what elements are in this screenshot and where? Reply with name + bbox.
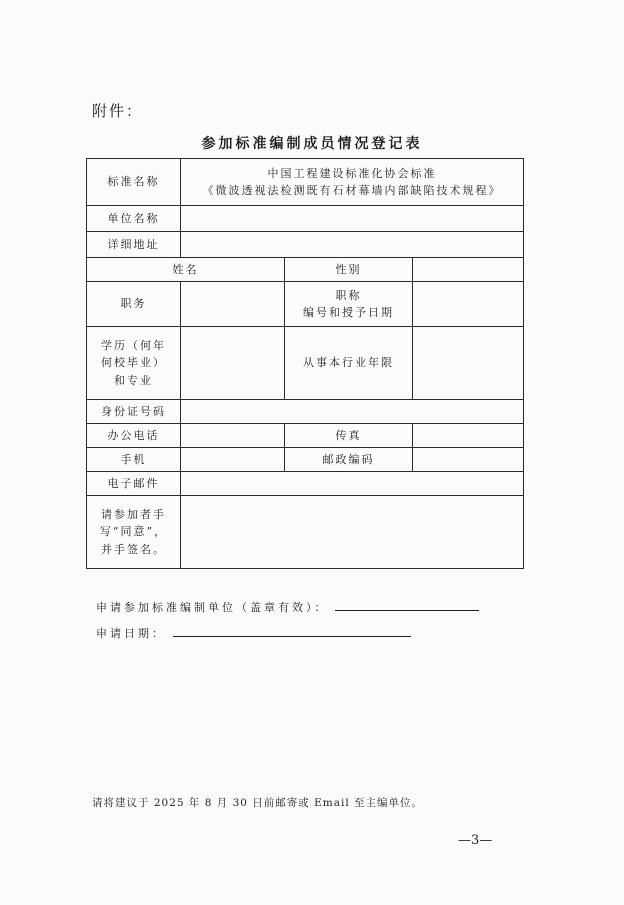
years-field[interactable] xyxy=(413,327,524,400)
address-field[interactable] xyxy=(181,232,524,258)
row-consent xyxy=(87,496,524,569)
education-label xyxy=(87,327,181,400)
address-label: 详细地址 xyxy=(87,232,181,258)
postcode-label: 邮政编码 xyxy=(285,448,413,472)
office-phone-field[interactable] xyxy=(181,424,285,448)
id-label: 身份证号码 xyxy=(87,400,181,424)
title-label-line1: 职称 xyxy=(335,288,362,302)
consent-line1: 请参加者手 xyxy=(101,508,166,522)
row-standard-name xyxy=(87,159,524,206)
standard-name-value xyxy=(181,159,524,206)
page-number: —3— xyxy=(458,833,493,848)
registration-form-table xyxy=(86,158,524,569)
standard-name-label: 标准名称 xyxy=(87,159,181,206)
postcode-field[interactable] xyxy=(413,448,524,472)
row-office-fax xyxy=(87,424,524,448)
form-title: 参加标准编制成员情况登记表 xyxy=(201,136,423,152)
unit-name-label: 单位名称 xyxy=(87,206,181,232)
row-name-gender xyxy=(87,258,524,282)
apply-date-line xyxy=(96,624,411,641)
row-id xyxy=(87,400,524,424)
title-label-line2: 编号和授予日期 xyxy=(303,306,394,319)
gender-label: 性别 xyxy=(285,258,413,282)
gender-field[interactable] xyxy=(413,258,524,282)
row-education-years xyxy=(87,327,524,400)
consent-label xyxy=(87,496,181,569)
years-label: 从事本行业年限 xyxy=(285,327,413,400)
row-mobile-postcode xyxy=(87,448,524,472)
standard-name-line2: 《微波透视法检测既有石材幕墙内部缺陷技术规程》 xyxy=(202,184,502,197)
attachment-label: 附件： xyxy=(92,102,144,120)
email-field[interactable] xyxy=(181,472,524,496)
applicant-unit-line xyxy=(96,598,479,615)
apply-date-field[interactable] xyxy=(173,624,411,637)
row-address xyxy=(87,232,524,258)
title-label xyxy=(285,282,413,327)
id-field[interactable] xyxy=(181,400,524,424)
mobile-label: 手机 xyxy=(87,448,181,472)
education-line3: 和专业 xyxy=(114,373,153,387)
applicant-unit-field[interactable] xyxy=(335,598,479,611)
name-label: 姓名 xyxy=(87,258,285,282)
education-field[interactable] xyxy=(181,327,285,400)
title-field[interactable] xyxy=(413,282,524,327)
unit-name-field[interactable] xyxy=(181,206,524,232)
mobile-field[interactable] xyxy=(181,448,285,472)
position-field[interactable] xyxy=(181,282,285,327)
footer-note: 请将建议于 2025 年 8 月 30 日前邮寄或 Email 至主编单位。 xyxy=(92,797,424,809)
consent-signature-field[interactable] xyxy=(181,496,524,569)
position-label: 职务 xyxy=(87,282,181,327)
email-label: 电子邮件 xyxy=(87,472,181,496)
education-line2: 何校毕业） xyxy=(101,356,166,370)
consent-line3: 并手签名。 xyxy=(101,542,166,556)
education-line1: 学历（何年 xyxy=(101,339,166,353)
standard-name-line1: 中国工程建设标准化协会标准 xyxy=(267,166,437,180)
fax-field[interactable] xyxy=(413,424,524,448)
office-phone-label: 办公电话 xyxy=(87,424,181,448)
row-email xyxy=(87,472,524,496)
applicant-unit-label: 申请参加标准编制单位（盖章有效）： xyxy=(96,601,329,614)
fax-label: 传真 xyxy=(285,424,413,448)
apply-date-label: 申请日期： xyxy=(96,627,166,640)
row-unit-name xyxy=(87,206,524,232)
row-position-title xyxy=(87,282,524,327)
consent-line2: 写“同意”， xyxy=(99,525,168,539)
